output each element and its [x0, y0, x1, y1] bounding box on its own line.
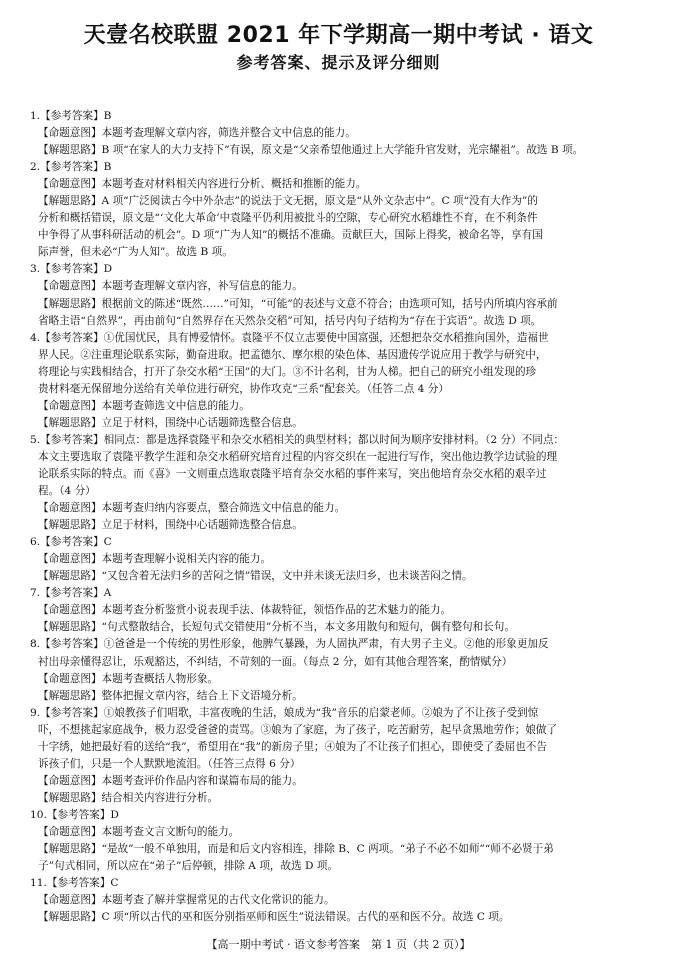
text-line: 子”句式相同，所以应在“弟子”后停顿，排除 A 项，故选 D 项。: [38, 860, 339, 873]
text-line: 【解题思路】整体把握文章内容，结合上下文语境分析。: [38, 689, 303, 702]
text-line: 【命题意图】本题考查理解文章内容，筛选并整合文中信息的能力。: [38, 127, 356, 140]
text-line: 界人民。②注重理论联系实际，勤奋进取。把孟德尔、摩尔根的染色体、基因遗传学说应用于教学与研究中，: [38, 348, 547, 361]
text-line: 2.【参考答案】B: [30, 161, 112, 174]
text-line: 8.【参考答案】①爸爸是一个传统的男性形象，他脾气暴躁，为人固执严肃，有大男子主义。②他的形象更加反: [30, 638, 549, 651]
text-line: 【解题思路】“是故”一般不单独用，而是和后文内容相连，排除 B、C 两项。“弟子不必不如师”“师不必贤于弟: [38, 843, 554, 856]
text-line: 分析和概括错误，原文是“‘文化大革命’中袁隆平仍利用被批斗的空隙，专心研究水稻雄性不育，在不利条件: [38, 212, 538, 225]
text-line: 诉孩子们，只是一个人默默地流泪。（任答三点得 6 分）: [38, 757, 301, 770]
text-line: 10.【参考答案】D: [30, 808, 119, 821]
text-line: 【命题意图】本题考查了解并掌握常见的古代文化常识的能力。: [38, 894, 335, 907]
text-line: 衬出母亲懂得忍让，乐观豁达，不纠结，不苛刻的一面。（每点 2 分，如有其他合理答案，酌情赋分）: [38, 655, 513, 668]
text-line: 省略主语“自然界”，再由前句“自然界存在天然杂交稻”可知，括号内句子结构为“存在于宾语”。故选 D 项。: [38, 314, 542, 327]
text-line: 论联系实际的特点。而《喜》一文则重点选取袁隆平培育杂交水稻的事件来写，突出他培育杂交水稻的艰辛过: [38, 467, 547, 480]
text-line: 贵材料毫无保留地分送给有关单位进行研究，协作攻克“三系”配套关。（任答二点 4 分）: [38, 382, 449, 395]
text-line: 【命题意图】本题考查理解文章内容，补写信息的能力。: [38, 280, 303, 293]
answer-content: [30, 108, 660, 926]
text-line: 【命题意图】本题考查分析鉴赏小说表现手法、体裁特征，领悟作品的艺术魅力的能力。: [38, 604, 452, 617]
page-subtitle: 参考答案、提示及评分细则: [236, 53, 441, 72]
page-title: 天壹名校联盟 2021 年下学期高一期中考试 · 语文: [83, 23, 594, 48]
text-line: 将理论与实践相结合，打开了杂交水稻“王国”的大门。③不计名利，甘为人梯。把自己的研究小组发现的珍: [38, 365, 537, 378]
text-line: 3.【参考答案】D: [30, 263, 113, 276]
text-line: 【解题思路】根据前文的陈述“既然……”可知，“可能”的表述与文意不符合；由选项可知，括号内所填内容承前: [38, 297, 558, 310]
text-line: 【命题意图】本题考查概括人物形象。: [38, 672, 219, 685]
text-line: 【解题思路】立足于材料，围绕中心话题筛选整合信息。: [38, 416, 303, 429]
text-line: 中争得了从事科研活动的机会”。D 项“广为人知”的概括不准确。贡献巨大，国际上得奖，被命名等，享有国: [38, 229, 543, 242]
text-line: 【解题思路】B 项“在家人的大力支持下”有误，原文是“父亲希望他通过上大学能升官发财，光宗耀祖”。故选 B 项。: [38, 144, 584, 157]
text-line: 1.【参考答案】B: [30, 110, 112, 122]
text-line: 【解题思路】“又包含着无法归乡的苦闷之情”错误，文中并未谈无法归乡，也未谈苦闷之情。: [38, 570, 473, 583]
text-line: 【命题意图】本题考查对材料相关内容进行分析、概括和推断的能力。: [38, 178, 367, 191]
text-line: 吓，不想挑起家庭战争，极力忍受爸爸的责骂。③娘为了家庭，为了孩子，吃苦耐劳，起早贪黑地劳作；娘做了: [38, 723, 558, 736]
text-line: 程。（4 分）: [38, 485, 96, 498]
text-line: 【命题意图】本题考查文言文断句的能力。: [38, 825, 240, 838]
text-line: 【命题意图】本题考查筛选文中信息的能力。: [38, 399, 250, 412]
text-line: 际声誉，但未必“广为人知”。故选 B 项。: [38, 246, 233, 259]
text-line: 十字绣，她把最好看的送给“我”，希望用在“我”的新房子里；④娘为了不让孩子们担心，即使受了委屈也不告: [38, 740, 547, 753]
text-line: 【解题思路】A 项“广泛阅读古今中外杂志”的说法于文无据，原文是“从外文杂志中”。C 项“没有大作为”的: [38, 195, 538, 208]
text-line: 【命题意图】本题考查理解小说相关内容的能力。: [38, 553, 272, 566]
text-line: 11.【参考答案】C: [30, 877, 119, 890]
text-line: 【解题思路】立足于材料，围绕中心话题筛选整合信息。: [38, 519, 303, 532]
text-line: 【命题意图】本题考查评价作品内容和谋篇布局的能力。: [38, 774, 303, 787]
text-line: 【解题思路】“句式整散结合，长短句式交错使用”分析不当，本文多用散句和短句，偶有整句和长句。: [38, 621, 515, 634]
text-line: 4.【参考答案】①优国忧民，具有博爱情怀。袁隆平不仅立志要使中国富强，还想把杂交水稻推向国外，造福世: [30, 331, 549, 344]
text-line: 9.【参考答案】①娘教孩子们唱歌，丰富夜晚的生活，娘成为“我”音乐的启蒙老师。②娘为了不让孩子受到惊: [30, 706, 539, 719]
text-line: 本文主要选取了袁隆平教学生涯和杂交水稻研究培育过程的内容交织在一起进行写作，突出他边教学边试验的理: [38, 450, 558, 463]
text-line: 5.【参考答案】相同点：都是选择袁隆平和杂交水稻相关的典型材料；都以时间为顺序安排材料。（2 分）不同点：: [30, 433, 565, 446]
text-line: 7.【参考答案】A: [30, 587, 112, 600]
text-line: 【解题思路】结合相关内容进行分析。: [38, 791, 219, 804]
page-footer: 【高一期中考试 · 语文参考答案 第 1 页（共 2 页）】: [206, 938, 471, 951]
text-line: 6.【参考答案】C: [30, 536, 112, 549]
text-line: 【解题思路】C 项“所以古代的巫和医分别指巫师和医生”说法错误。古代的巫和医不分。故选 C 项。: [38, 911, 510, 924]
text-line: 【命题意图】本题考查归纳内容要点，整合筛选文中信息的能力。: [38, 502, 346, 515]
